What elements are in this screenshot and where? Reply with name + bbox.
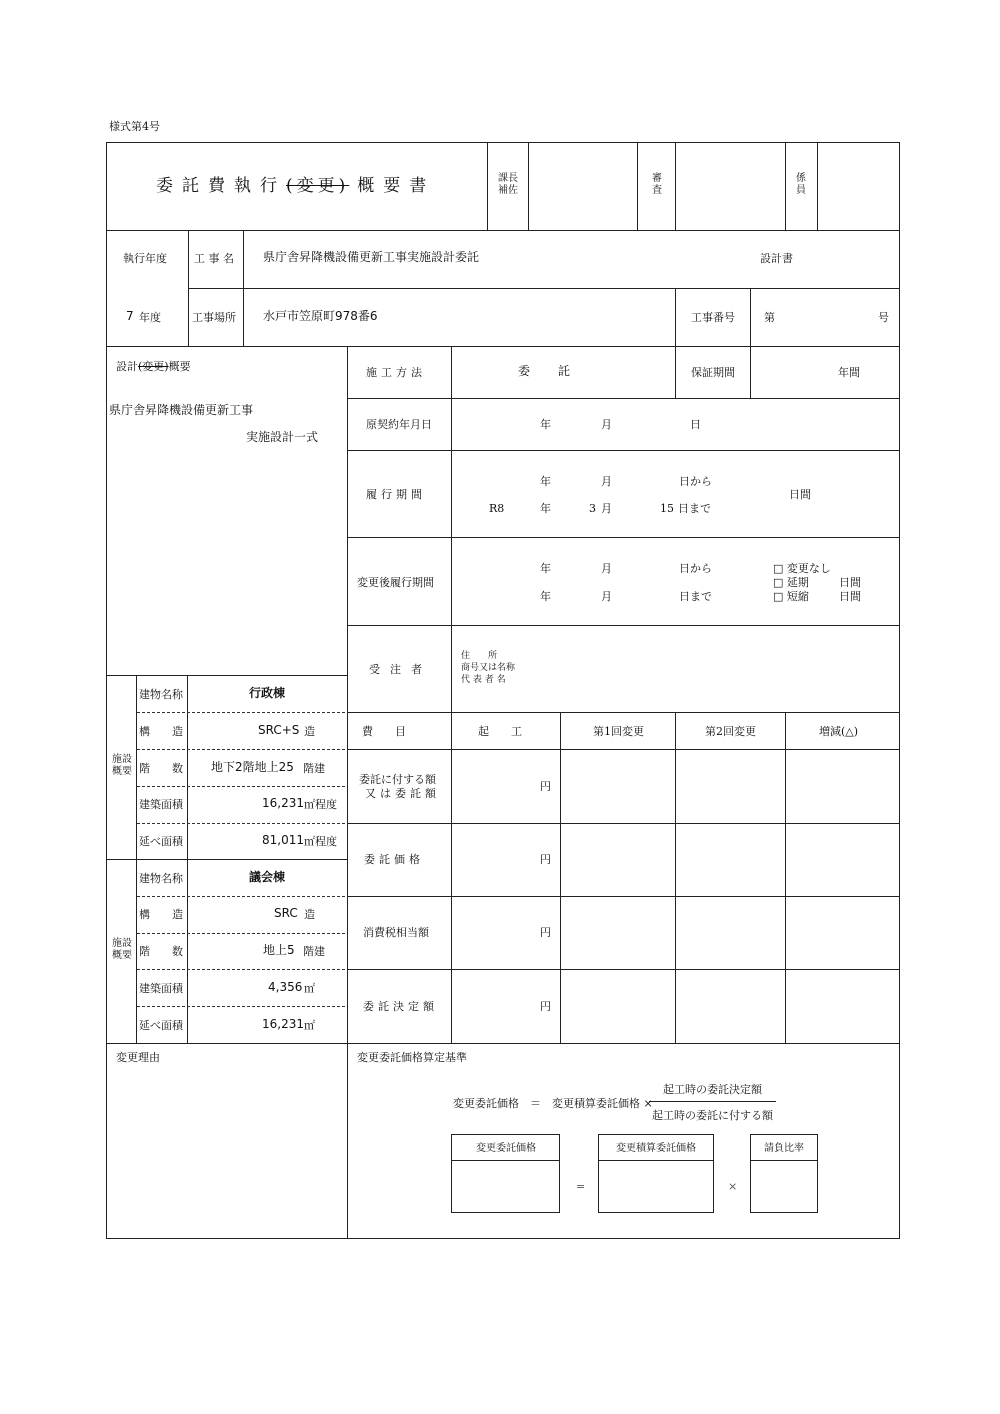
- changed-period-label: 変更後履行期間: [357, 576, 434, 589]
- title-struck: (変更): [286, 176, 350, 196]
- warranty-unit: 年間: [838, 366, 860, 379]
- formula-box1-label: 変更委託価格: [476, 1143, 536, 1154]
- overview-label-struck: (変更): [138, 360, 169, 373]
- facility1-structure-label: 構 造: [139, 725, 183, 738]
- period-to-day-value: 15: [660, 502, 674, 515]
- facility1-floor-area-unit: ㎡程度: [304, 835, 337, 848]
- shorten-days-label: 日間: [839, 590, 861, 603]
- facility2-building-area-value: 4,356: [268, 980, 303, 994]
- cost-row3-unit: 円: [540, 926, 551, 939]
- project-number-suffix: 号: [878, 311, 889, 324]
- year-value: 7: [126, 309, 134, 323]
- period-from-year: 年: [540, 475, 551, 488]
- changed-from-month: 月: [601, 562, 612, 575]
- overview-label-pre: 設計: [116, 360, 138, 373]
- year-label: 執行年度: [123, 252, 167, 265]
- period-to-month: 月: [601, 502, 612, 515]
- period-from-day: 日から: [679, 475, 712, 488]
- cost-row1-label: 委託に付する額: [359, 773, 436, 786]
- cost-row3-label: 消費税相当額: [363, 926, 429, 939]
- title-main: 委託費執行: [156, 176, 286, 196]
- project-name: 県庁舎昇降機設備更新工事実施設計委託: [263, 250, 480, 264]
- method-label: 施工方法: [366, 366, 426, 379]
- period-days-label: 日間: [789, 488, 811, 501]
- facility1-floor-area-value: 81,011: [262, 833, 304, 847]
- changed-to-day: 日まで: [679, 590, 712, 603]
- facility2-structure-unit: 造: [304, 908, 315, 921]
- cost-row4-label: 委託決定額: [363, 1000, 438, 1013]
- facility2-structure-value: SRC: [274, 906, 298, 920]
- cost-row2-label: 委託価格: [364, 853, 424, 866]
- contract-month-unit: 月: [601, 418, 612, 431]
- cost-header-change1: 第1回変更: [593, 725, 644, 738]
- project-name-label: 工 事 名: [194, 252, 234, 265]
- period-to-day: 日まで: [678, 502, 711, 515]
- facility2-side-label: 施設概要: [112, 938, 132, 961]
- formula-equals: =: [576, 1180, 586, 1193]
- contract-year-unit: 年: [540, 418, 551, 431]
- formula-lhs: 変更委託価格 ＝ 変更積算委託価格 ×: [453, 1097, 653, 1110]
- title-rest: 概要書: [357, 176, 436, 196]
- overview-line1: 県庁舎昇降機設備更新工事: [109, 403, 254, 417]
- approver-vice-chief-label: 課長補佐: [498, 173, 518, 196]
- facility2-floor-area-value: 16,231: [262, 1017, 304, 1031]
- formula-numerator: 起工時の委託決定額: [663, 1083, 762, 1096]
- period-label: 履行期間: [366, 488, 426, 501]
- cost-header-diff: 増減(△): [819, 725, 859, 738]
- period-to-year: 年: [540, 502, 551, 515]
- facility1-name-value: 行政棟: [249, 686, 286, 700]
- form-number: 様式第4号: [109, 120, 160, 133]
- location: 水戸市笠原町978番6: [263, 309, 378, 323]
- checkbox-no-change[interactable]: □ 変更なし: [773, 562, 831, 575]
- cost-row4-unit: 円: [540, 1000, 551, 1013]
- overview-label-post: 概要: [168, 360, 191, 373]
- cost-header-start: 起 工: [478, 725, 522, 738]
- formula-times: ×: [728, 1180, 738, 1193]
- formula-label: 変更委託価格算定基準: [357, 1051, 467, 1064]
- facility2-building-area-label: 建築面積: [139, 982, 183, 995]
- period-to-era: R8: [489, 502, 505, 515]
- facility2-floors-label: 階 数: [139, 945, 183, 958]
- facility2-floors-unit: 階建: [303, 945, 325, 958]
- facility2-floor-area-label: 延べ面積: [139, 1019, 183, 1032]
- cost-row2-unit: 円: [540, 853, 551, 866]
- contract-day-unit: 日: [690, 418, 701, 431]
- formula-box2-label: 変更積算委託価格: [616, 1143, 696, 1154]
- checkbox-extend[interactable]: □ 延期: [773, 576, 809, 589]
- contractor-rep-label: 代 表 者 名: [461, 675, 506, 685]
- changed-to-year: 年: [540, 590, 551, 603]
- change-reason-label: 変更理由: [116, 1051, 160, 1064]
- facility1-side-label: 施設概要: [112, 754, 132, 777]
- facility2-building-area-unit: ㎡: [304, 982, 315, 995]
- year-unit: 年度: [139, 311, 161, 324]
- contractor-label: 受注者: [369, 663, 432, 676]
- facility2-floors-value: 地上5: [263, 943, 295, 957]
- warranty-label: 保証期間: [691, 366, 735, 379]
- facility1-floors-value: 地下2階地上25: [211, 760, 294, 774]
- changed-from-day: 日から: [679, 562, 712, 575]
- facility1-floors-unit: 階建: [303, 762, 325, 775]
- facility2-floor-area-unit: ㎡: [304, 1019, 315, 1032]
- facility1-name-label: 建物名称: [139, 688, 183, 701]
- method-value: 委託: [518, 364, 599, 378]
- project-number-label: 工事番号: [691, 311, 735, 324]
- overview-line2: 実施設計一式: [246, 430, 319, 444]
- facility1-building-area-value: 16,231: [262, 796, 304, 810]
- contractor-company-label: 商号又は名称: [461, 663, 516, 673]
- cost-row1-label2: 又は委託額: [365, 787, 440, 800]
- facility1-structure-unit: 造: [304, 725, 315, 738]
- overview-label: [116, 360, 191, 373]
- contractor-address-label: 住 所: [461, 651, 498, 661]
- approver-review-label: 審査: [652, 173, 662, 196]
- facility1-building-area-label: 建築面積: [139, 798, 183, 811]
- contract-date-label: 原契約年月日: [366, 418, 432, 431]
- changed-to-month: 月: [601, 590, 612, 603]
- period-to-month-value: 3: [589, 502, 596, 515]
- extend-days-label: 日間: [839, 576, 861, 589]
- checkbox-shorten[interactable]: □ 短縮: [773, 590, 809, 603]
- facility2-name-value: 議会棟: [249, 870, 286, 884]
- facility1-building-area-unit: ㎡程度: [304, 798, 337, 811]
- facility1-floors-label: 階 数: [139, 762, 183, 775]
- facility1-floor-area-label: 延べ面積: [139, 835, 183, 848]
- cost-header-item: 費 目: [362, 725, 406, 738]
- design-doc-label: 設計書: [760, 252, 793, 265]
- formula-denominator: 起工時の委託に付する額: [652, 1109, 773, 1122]
- cost-row1-unit: 円: [540, 780, 551, 793]
- page-title: [156, 176, 435, 196]
- formula-box3-label: 請負比率: [764, 1143, 804, 1154]
- changed-from-year: 年: [540, 562, 551, 575]
- project-number-prefix: 第: [764, 311, 775, 324]
- location-label: 工事場所: [192, 311, 236, 324]
- facility1-structure-value: SRC+S: [258, 723, 300, 737]
- facility2-structure-label: 構 造: [139, 908, 183, 921]
- facility2-name-label: 建物名称: [139, 872, 183, 885]
- approver-staff-label: 係員: [796, 173, 806, 196]
- period-from-month: 月: [601, 475, 612, 488]
- cost-header-change2: 第2回変更: [705, 725, 756, 738]
